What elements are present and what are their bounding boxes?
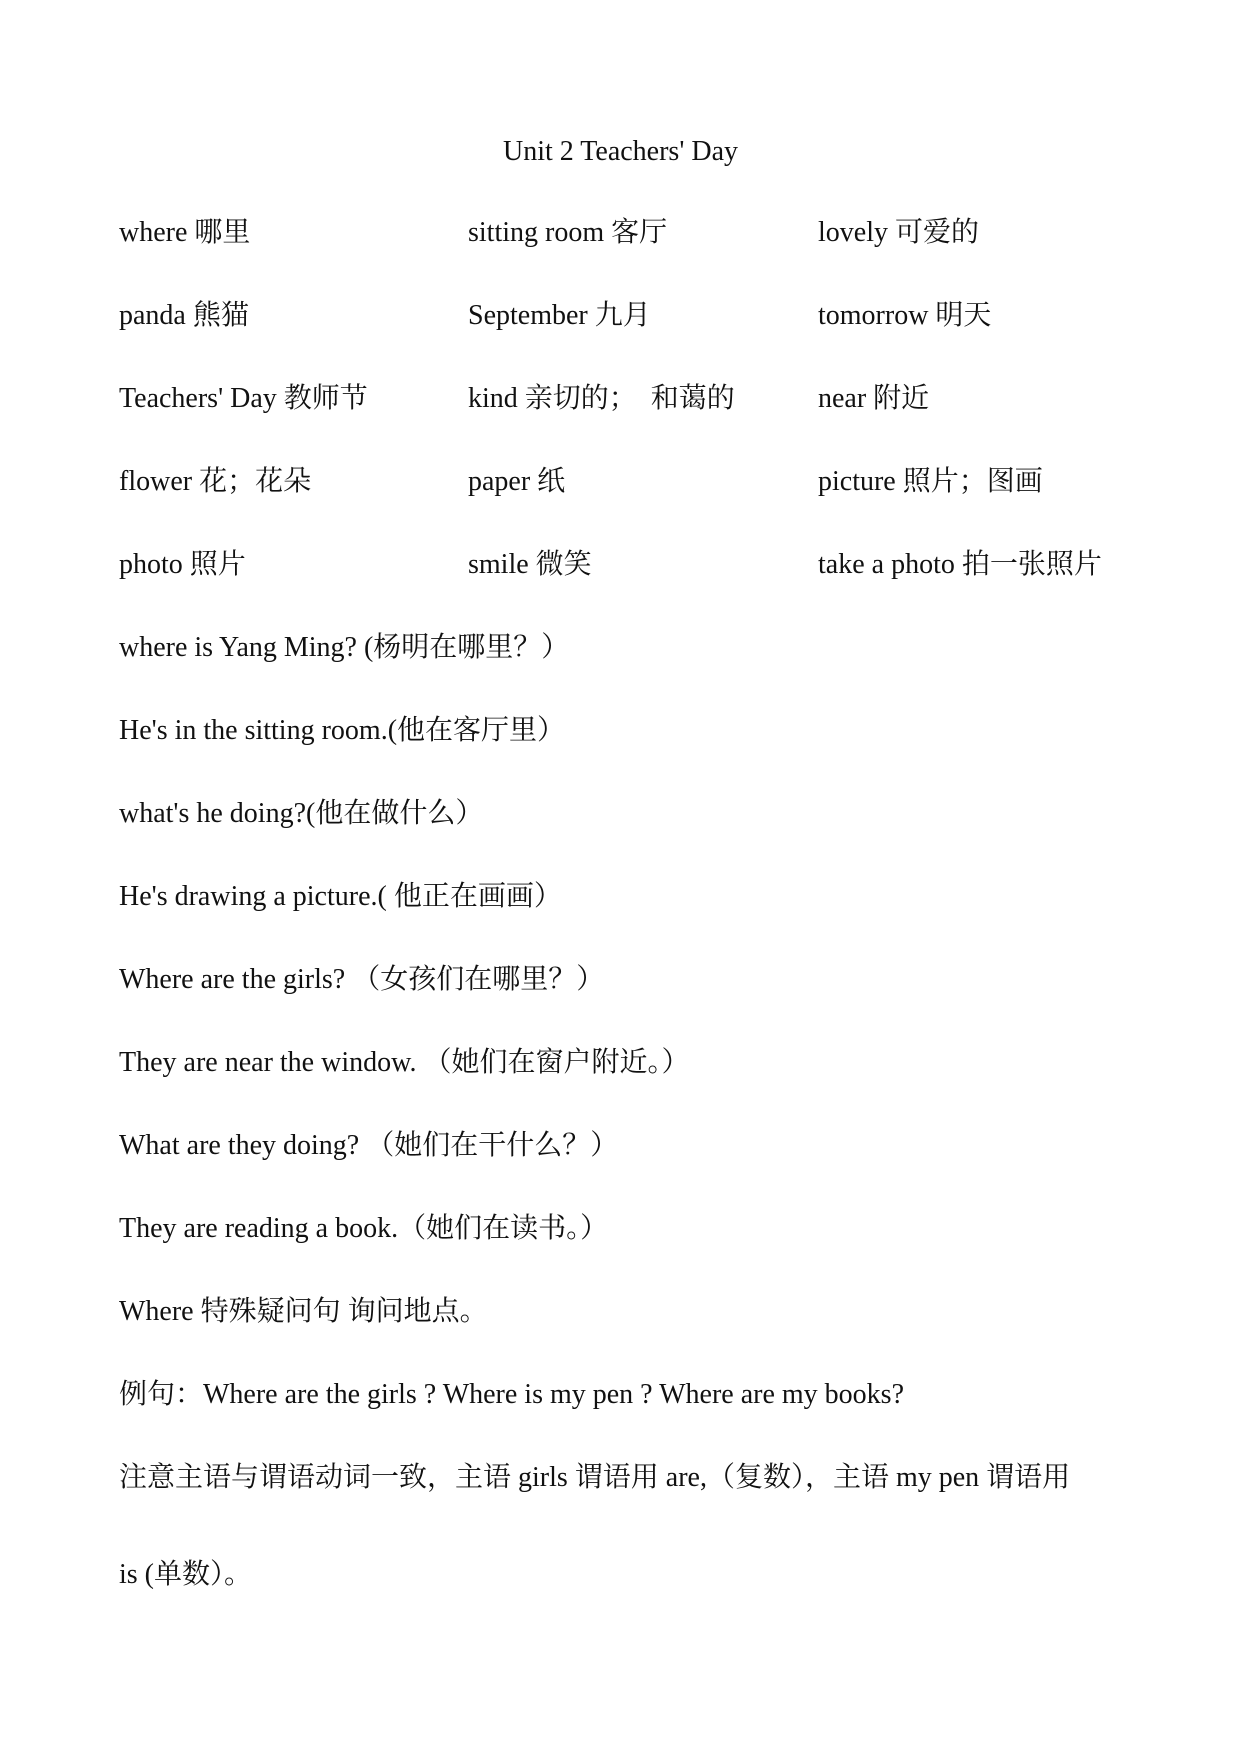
grammar-note-heading: Where 特殊疑问句 询问地点。 xyxy=(119,1296,488,1327)
vocab-row xyxy=(119,545,1129,585)
vocab-item: lovely 可爱的 xyxy=(818,217,979,248)
vocab-item: flower 花；花朵 xyxy=(119,466,312,497)
vocab-item: tomorrow 明天 xyxy=(818,300,992,331)
vocab-item: Teachers' Day 教师节 xyxy=(119,383,368,414)
vocab-item: September 九月 xyxy=(468,300,651,331)
vocab-row xyxy=(119,379,1129,419)
vocab-item: photo 照片 xyxy=(119,549,246,580)
vocab-item: paper 纸 xyxy=(468,466,566,497)
sentence-line: They are reading a book.（她们在读书。） xyxy=(119,1213,609,1244)
sentence-line: They are near the window. （她们在窗户附近。） xyxy=(119,1047,690,1078)
vocab-item: kind 亲切的； 和蔼的 xyxy=(468,383,735,414)
vocab-item: where 哪里 xyxy=(119,217,251,248)
sentence-line: He's drawing a picture.( 他正在画画） xyxy=(119,881,562,912)
vocab-item: smile 微笑 xyxy=(468,549,592,580)
vocab-item: picture 照片；图画 xyxy=(818,466,1043,497)
vocab-item: take a photo 拍一张照片 xyxy=(818,549,1102,580)
sentence-line: Where are the girls? （女孩们在哪里？） xyxy=(119,964,605,995)
vocab-row xyxy=(119,296,1129,336)
vocab-item: sitting room 客厅 xyxy=(468,217,668,248)
sentence-line: what's he doing?(他在做什么） xyxy=(119,798,484,829)
vocab-item: panda 熊猫 xyxy=(119,300,249,331)
example-sentences: 例句：Where are the girls ? Where is my pen ? Where are my books? xyxy=(119,1379,904,1410)
vocab-row xyxy=(119,213,1129,253)
vocab-row xyxy=(119,462,1129,502)
sentence-line: What are they doing? （她们在干什么？） xyxy=(119,1130,619,1161)
page-title: Unit 2 Teachers' Day xyxy=(502,136,739,167)
sentence-line: He's in the sitting room.(他在客厅里） xyxy=(119,715,566,746)
sentence-line: where is Yang Ming? (杨明在哪里？） xyxy=(119,632,570,663)
vocab-item: near 附近 xyxy=(818,383,930,414)
grammar-note: 注意主语与谓语动词一致，主语 girls 谓语用 are,（复数），主语 my pen 谓语用 xyxy=(119,1462,1071,1493)
grammar-note-continued: is (单数）。 xyxy=(119,1559,253,1590)
